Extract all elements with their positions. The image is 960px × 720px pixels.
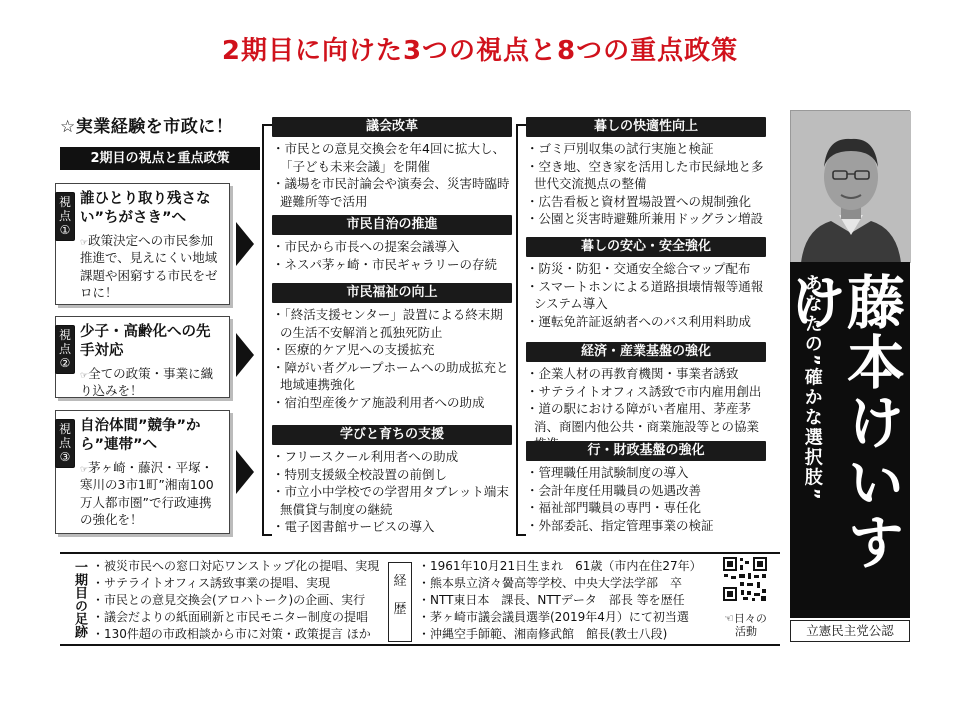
viewpoint-badge: 視点② xyxy=(55,325,75,374)
section-economy xyxy=(526,342,766,453)
list-item: ・スマートホンによる道路損壊情報等通報システム導入 xyxy=(526,278,764,311)
arrow-right-icon xyxy=(236,450,254,494)
list-item: ・1961年10月21日生まれ 61歳（市内在住27年） xyxy=(418,559,702,573)
left-column xyxy=(60,116,260,170)
viewpoint-badge: 視点① xyxy=(55,192,75,241)
list-item: ・広告看板と資材置場設置への規制強化 xyxy=(526,193,752,209)
party-endorsement: 立憲民主党公認 xyxy=(790,620,910,642)
section-citizen-welfare xyxy=(272,283,512,411)
list-item: ・130件超の市政相談から市に対策・政策提言 ほか xyxy=(92,627,371,642)
section-heading: 市民福祉の向上 xyxy=(272,283,512,303)
list-item: ・ネスパ茅ヶ崎・市民ギャラリーの存続 xyxy=(272,256,498,272)
viewpoint-title: 誰ひとり取り残さない”ちがさき”へ xyxy=(80,191,211,226)
viewpoint-badge: 視点③ xyxy=(55,419,75,468)
list-item: ・運転免許証返納者へのバス利用料助成 xyxy=(526,313,752,329)
section-finance xyxy=(526,441,766,534)
section-living-comfort xyxy=(526,117,766,228)
list-item: ・宿泊型産後ケア施設利用者への助成 xyxy=(272,394,485,410)
list-item: ・議会だよりの紙面刷新と市民モニター制度の提唱 xyxy=(92,610,369,625)
arrow-right-icon xyxy=(236,222,254,266)
viewpoint-text: 全ての政策・事業に織り込みを！ xyxy=(80,365,214,399)
list-item: ・管理職任用試験制度の導入 xyxy=(526,465,689,480)
section-heading: 市民自治の推進 xyxy=(272,215,512,235)
section-council-reform xyxy=(272,117,512,210)
list-item: ・市立小中学校での学習用タブレット端末無償貸与制度の継続 xyxy=(272,484,509,517)
page-title: 2期目に向けた3つの視点と8つの重点政策 xyxy=(221,36,739,66)
section-heading: 暮しの安心・安全強化 xyxy=(526,237,766,257)
list-item: ・サテライトオフィス誘致で市内雇用創出 xyxy=(526,383,762,399)
qr-code-icon[interactable] xyxy=(722,556,768,602)
candidate-name: 藤本けいすけ xyxy=(779,272,905,572)
pointing-hand-icon: ☞ xyxy=(80,464,89,475)
list-item: ・市民から市長への提案会議導入 xyxy=(272,239,460,254)
section-heading: 経済・産業基盤の強化 xyxy=(526,342,766,362)
list-item: ・市民との意見交換会を年4回に拡大し、「子ども未来会議」を開催 xyxy=(272,141,505,174)
list-item: ・外部委託、指定管理事業の検証 xyxy=(526,517,714,533)
tagline: あなたの”確かな選択肢” xyxy=(801,274,823,502)
list-item: ・特別支援級全校設置の前倒し xyxy=(272,466,448,482)
list-item: ・熊本県立済々黌高等学校、中央大学法学部 卒 xyxy=(418,576,683,591)
list-item: ・福祉部門職員の専門・専任化 xyxy=(526,500,702,515)
achievements-label: 一期目の足跡 xyxy=(72,560,87,638)
list-item: ・医療的ケア児への支援拡充 xyxy=(272,342,435,357)
list-item: ・フリースクール利用者への助成 xyxy=(272,449,459,464)
pointing-hand-icon: ☞ xyxy=(80,237,89,248)
pointing-hand-icon: ☞ xyxy=(80,370,89,381)
bracket-left xyxy=(262,124,272,536)
list-item: ・障がい者グループホームへの助成拡充と地域連携強化 xyxy=(272,359,509,392)
section-living-safety xyxy=(526,237,766,330)
bracket-right xyxy=(516,124,526,536)
list-item: ・公園と災害時避難所兼用ドッグラン増設 xyxy=(526,211,764,226)
viewpoint-1 xyxy=(55,183,230,305)
list-item: ・茅ヶ崎市議会議員選挙(2019年4月）にて初当選 xyxy=(418,610,689,625)
qr-caption: ☜日々の 活動 xyxy=(724,612,767,639)
section-learning-support xyxy=(272,425,512,536)
viewpoint-title: 自治体間”競争”から”連帯”へ xyxy=(80,418,201,453)
headline: ☆実業経験を市政に！ xyxy=(60,117,234,137)
viewpoint-text: 茅ヶ崎・藤沢・平塚・寒川の3市1町”湘南100万人都市圏”で行政連携の強化を！ xyxy=(80,459,214,528)
section-heading: 暮しの快適性向上 xyxy=(526,117,766,137)
list-item: ・サテライトオフィス誘致事業の提唱、実現 xyxy=(92,576,330,591)
list-item: ・防災・防犯・交通安全総合マップ配布 xyxy=(526,261,751,276)
list-item: ・「終活支援センター」設置による終末期の生活不安解消と孤独死防止 xyxy=(272,307,503,340)
list-item: ・沖縄空手師範、湘南修武館 館長(教士八段) xyxy=(418,627,668,642)
viewpoint-3 xyxy=(55,410,230,534)
career-label: 経 歴 xyxy=(388,562,412,642)
list-item: ・市民との意見交換会(アロハトーク)の企画、実行 xyxy=(92,593,366,608)
list-item: ・空き地、空き家を活用した市民緑地と多世代交流拠点の整備 xyxy=(526,158,764,191)
viewpoint-2 xyxy=(55,316,230,398)
list-item: ・被災市民への窓口対応ワンストップ化の提唱、実現 xyxy=(92,559,380,573)
section-heading: 学びと育ちの支援 xyxy=(272,425,512,445)
viewpoint-title: 少子・高齢化への先手対応 xyxy=(80,324,211,359)
arrow-right-icon xyxy=(236,333,254,377)
section-heading: 行・財政基盤の強化 xyxy=(526,441,766,461)
list-item: ・電子図書館サービスの導入 xyxy=(272,519,435,534)
section-heading: 議会改革 xyxy=(272,117,512,137)
viewpoint-text: 政策決定への市民参加推進で、見えにくい地域課題や困窮する市民をゼロに！ xyxy=(80,232,218,301)
subheader: 2期目の視点と重点政策 xyxy=(60,147,260,171)
profile-footer xyxy=(60,552,780,646)
list-item: ・ゴミ戸別収集の試行実施と検証 xyxy=(526,141,714,156)
list-item: ・道の駅における障がい者雇用、茅産茅消、商圏内他公共・商業施設等との協業 xyxy=(526,401,760,434)
list-item: ・NTT東日本 課長、NTTデータ 部長 等を歴任 xyxy=(418,593,685,608)
list-item: ・企業人材の再教育機関・事業者誘致 xyxy=(526,366,739,381)
list-item: ・会計年度任用職員の処遇改善 xyxy=(526,482,702,498)
candidate-photo xyxy=(790,110,910,262)
list-item: ・議場を市民討論会や演奏会、災害時臨時避難所等で活用 xyxy=(272,176,510,209)
section-citizen-autonomy xyxy=(272,215,512,273)
candidate-name-box xyxy=(779,262,910,618)
